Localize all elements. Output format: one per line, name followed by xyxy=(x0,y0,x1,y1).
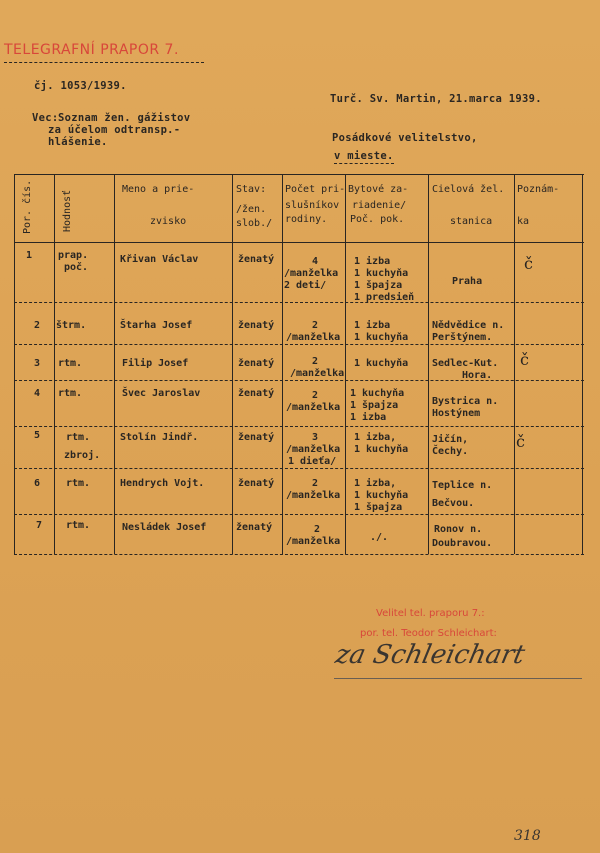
col-header-poznamka-2: ka xyxy=(517,216,530,227)
col-header-pocet-2: slušníkov xyxy=(285,200,340,211)
row-3-housing-1: 1 kuchyňa xyxy=(354,358,409,369)
row-4-status: ženatý xyxy=(238,388,275,399)
row-7-name: Nesládek Josef xyxy=(122,522,207,533)
row-5-station-1: Jičín, xyxy=(432,434,469,445)
col-header-poznamka-1: Poznám- xyxy=(517,184,560,195)
row-1-rank-2: poč. xyxy=(64,262,89,273)
row-5-family-1: 3 xyxy=(312,432,319,443)
row-3-status: ženatý xyxy=(238,358,275,369)
row-5-housing-2: 1 kuchyňa xyxy=(354,444,409,455)
col-header-cielova-2: stanica xyxy=(450,216,493,227)
row-5-name: Stolín Jindř. xyxy=(120,432,199,443)
row-6-station-1: Teplice n. xyxy=(432,480,493,491)
row-2-family-1: 2 xyxy=(312,320,319,331)
row-6-name: Hendrych Vojt. xyxy=(120,478,205,489)
row-3-family-1: 2 xyxy=(312,356,319,367)
row-2-name: Štarha Josef xyxy=(120,320,193,331)
row-5-family-3: 1 dieťa/ xyxy=(288,456,337,467)
commander-stamp-line-1: Velitel tel. praporu 7.: xyxy=(376,608,485,619)
row-4-housing-2: 1 špajza xyxy=(350,400,399,411)
subject-line-2: za účelom odtransp.- xyxy=(48,124,181,136)
row-1-rank-1: prap. xyxy=(58,250,89,261)
row-1-num: 1 xyxy=(26,250,33,261)
row-7-family-1: 2 xyxy=(314,524,321,535)
row-2-station-2: Perštýnem. xyxy=(432,332,493,343)
col-header-stav-2: /žen. xyxy=(236,204,267,215)
row-4-family-1: 2 xyxy=(312,390,319,401)
col-header-meno-2: zvisko xyxy=(150,216,187,227)
row-7-rank: rtm. xyxy=(66,520,91,531)
handwritten-signature: za Schleichart xyxy=(332,640,528,670)
row-6-housing-3: 1 špajza xyxy=(354,502,403,513)
col-header-por: Por. čís. xyxy=(22,179,33,234)
subject-line-1: Soznam žen. gážistov xyxy=(58,112,191,124)
row-5-rank-1: rtm. xyxy=(66,432,91,443)
subject-line-3: hlášenie. xyxy=(48,136,108,148)
row-4-family-2: /manželka xyxy=(286,402,341,413)
row-7-station-2: Doubravou. xyxy=(432,538,493,549)
row-1-family-1: 4 xyxy=(312,256,319,267)
row-6-family-2: /manželka xyxy=(286,490,341,501)
row-1-housing-2: 1 kuchyňa xyxy=(354,268,409,279)
recipient-place: v mieste. xyxy=(334,150,394,162)
row-1-status: ženatý xyxy=(238,254,275,265)
row-4-housing-3: 1 izba xyxy=(350,412,387,423)
row-1-housing-4: 1 predsieň xyxy=(354,292,415,303)
col-header-stav-3: slob./ xyxy=(236,218,273,229)
col-header-stav-1: Stav: xyxy=(236,184,267,195)
row-2-status: ženatý xyxy=(238,320,275,331)
row-1-station: Praha xyxy=(452,276,483,287)
archive-number: 318 xyxy=(514,828,541,844)
row-3-station-2: Hora. xyxy=(462,370,493,381)
row-5-num: 5 xyxy=(34,430,41,441)
signature-underline xyxy=(334,678,582,679)
row-6-family-1: 2 xyxy=(312,478,319,489)
row-5-status: ženatý xyxy=(238,432,275,443)
row-4-name: Švec Jaroslav xyxy=(122,388,201,399)
row-4-num: 4 xyxy=(34,388,41,399)
col-header-pocet-1: Počet pri- xyxy=(285,184,346,195)
row-3-name: Filip Josef xyxy=(122,358,189,369)
stamp-underline xyxy=(4,62,204,63)
row-4-housing-1: 1 kuchyňa xyxy=(350,388,405,399)
row-3-num: 3 xyxy=(34,358,41,369)
row-3-family-2: /manželka xyxy=(290,368,345,379)
row-2-rank: štrm. xyxy=(56,320,87,331)
row-2-num: 2 xyxy=(34,320,41,331)
row-2-housing-1: 1 izba xyxy=(354,320,391,331)
row-6-status: ženatý xyxy=(238,478,275,489)
row-4-rank: rtm. xyxy=(58,388,83,399)
col-header-bytove-1: Bytové za- xyxy=(348,184,409,195)
row-1-housing-3: 1 špajza xyxy=(354,280,403,291)
row-1-family-3: 2 deti/ xyxy=(284,280,327,291)
row-4-station-1: Bystrica n. xyxy=(432,396,499,407)
row-5-note: č xyxy=(516,432,525,451)
row-5-family-2: /manželka xyxy=(286,444,341,455)
row-7-station-1: Ronov n. xyxy=(434,524,483,535)
row-1-name: Křivan Václav xyxy=(120,254,199,265)
col-header-bytove-2: riadenie/ xyxy=(352,200,407,211)
row-4-station-2: Hostýnem xyxy=(432,408,481,419)
commander-stamp-line-2: por. tel. Teodor Schleichart: xyxy=(360,628,497,639)
row-6-rank: rtm. xyxy=(66,478,91,489)
col-header-meno-1: Meno a prie- xyxy=(122,184,195,195)
row-6-num: 6 xyxy=(34,478,41,489)
row-2-housing-2: 1 kuchyňa xyxy=(354,332,409,343)
col-header-hodnost: Hodnosť xyxy=(62,189,73,232)
col-header-bytove-3: Poč. pok. xyxy=(350,214,405,225)
recipient-underline xyxy=(334,163,394,164)
row-3-note: č xyxy=(520,350,529,369)
col-header-pocet-3: rodiny. xyxy=(285,214,328,225)
row-6-housing-2: 1 kuchyňa xyxy=(354,490,409,501)
row-7-family-2: /manželka xyxy=(286,536,341,547)
row-3-rank: rtm. xyxy=(58,358,83,369)
place-date: Turč. Sv. Martin, 21.marca 1939. xyxy=(330,93,542,105)
row-5-rank-2: zbroj. xyxy=(64,450,101,461)
row-5-station-2: Čechy. xyxy=(432,446,469,457)
row-2-station-1: Nědvědice n. xyxy=(432,320,505,331)
row-1-family-2: /manželka xyxy=(284,268,339,279)
recipient: Posádkové velitelstvo, xyxy=(332,132,478,144)
row-6-housing-1: 1 izba, xyxy=(354,478,397,489)
row-1-note: č xyxy=(524,254,533,273)
row-3-station-1: Sedlec-Kut. xyxy=(432,358,499,369)
row-7-housing: ./. xyxy=(370,532,389,543)
col-header-cielova-1: Cielová žel. xyxy=(432,184,505,195)
row-5-housing-1: 1 izba, xyxy=(354,432,397,443)
unit-stamp: TELEGRAFNÍ PRAPOR 7. xyxy=(4,42,179,58)
personnel-table xyxy=(14,174,584,554)
row-6-station-2: Bečvou. xyxy=(432,498,475,509)
row-1-housing-1: 1 izba xyxy=(354,256,391,267)
row-7-num: 7 xyxy=(36,520,43,531)
reference-number: čj. 1053/1939. xyxy=(34,80,127,92)
subject-label: Vec: xyxy=(32,112,59,124)
row-7-status: ženatý xyxy=(236,522,273,533)
row-2-family-2: /manželka xyxy=(286,332,341,343)
